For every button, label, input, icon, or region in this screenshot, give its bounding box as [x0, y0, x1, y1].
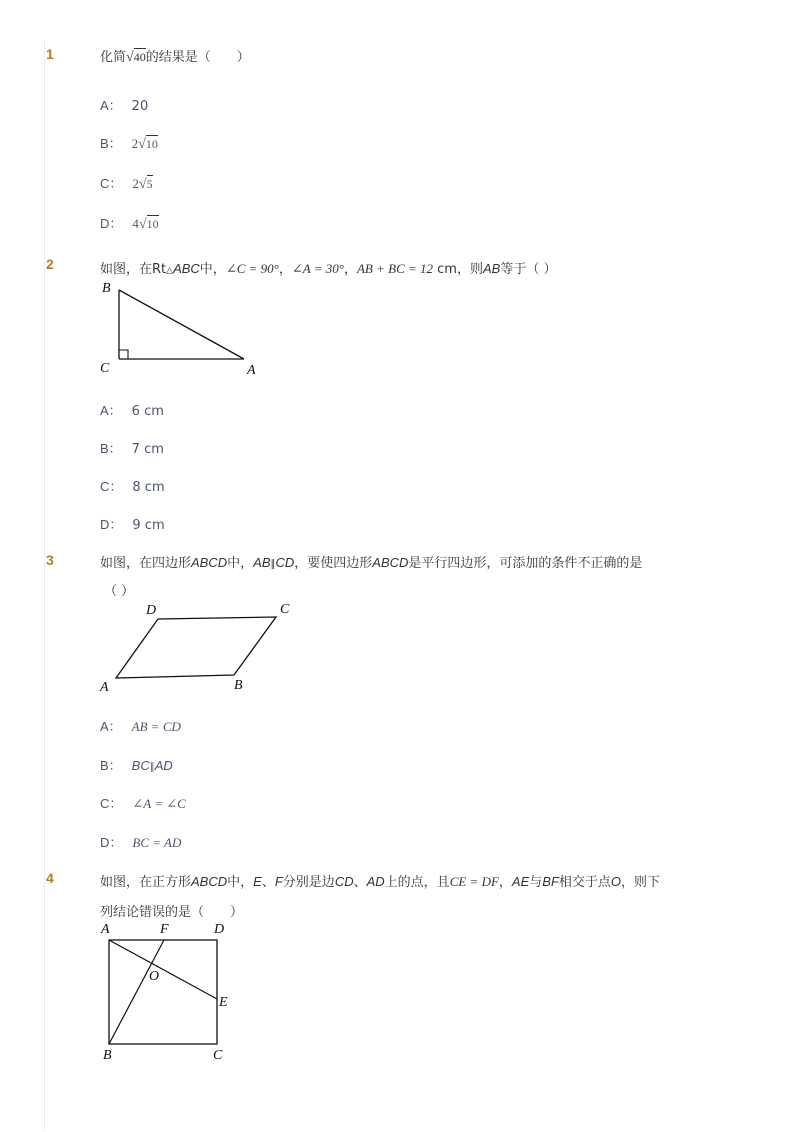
option-value: 2√10 — [131, 136, 158, 152]
option-b[interactable] — [100, 438, 164, 457]
stem-math: E — [253, 874, 262, 889]
option-label: B： — [100, 441, 122, 456]
stem-text: 与 — [529, 875, 543, 890]
stem-math: F — [274, 874, 283, 889]
segment-ae — [109, 940, 217, 999]
radicand: 10 — [146, 217, 159, 231]
option-value: 4√10 — [132, 216, 159, 232]
stem-math: AB + BC = 12 — [356, 261, 434, 276]
option-d[interactable] — [100, 213, 159, 233]
option-value: BC = AD — [132, 835, 182, 850]
stem-text: 如图，在Rt — [100, 262, 167, 277]
option-value: 6 cm — [131, 404, 164, 419]
option-label: C： — [100, 479, 123, 494]
option-label: A： — [100, 98, 122, 113]
option-label: C： — [100, 796, 123, 811]
stem-text: 如图，在正方形 — [100, 875, 192, 890]
left-rail — [44, 40, 45, 1130]
option-d[interactable] — [100, 514, 165, 533]
stem-text: 、 — [353, 875, 367, 890]
vertex-label-c: C — [213, 1048, 223, 1063]
option-label: A： — [100, 403, 122, 418]
question-number: 1 — [46, 46, 54, 62]
option-value: 20 — [131, 99, 149, 114]
stem-text: 中， — [227, 875, 254, 890]
vertex-label-a: A — [100, 680, 109, 695]
option-value: 7 cm — [131, 442, 164, 457]
option-value: 2√5 — [132, 176, 153, 192]
right-angle-mark — [119, 350, 128, 359]
stem-text: 化简 — [100, 50, 127, 65]
stem-text: ， — [343, 262, 357, 277]
question-stem — [100, 258, 556, 277]
point-label-o: O — [149, 969, 160, 984]
vertex-label-b: B — [103, 1048, 112, 1063]
stem-text: 上的点，且 — [384, 875, 450, 890]
stem-math: AD — [366, 874, 385, 889]
option-c[interactable] — [100, 476, 165, 495]
stem-math: ABCD — [372, 555, 409, 570]
vertex-label-b: B — [234, 678, 243, 693]
question-number: 3 — [46, 552, 54, 568]
stem-text: 中， — [227, 556, 254, 571]
stem-text: ， — [278, 262, 292, 277]
option-math: AD — [154, 758, 173, 773]
option-label: D： — [100, 216, 123, 231]
option-label: B： — [100, 136, 122, 151]
option-value: AB = CD — [131, 719, 181, 734]
option-label: B： — [100, 758, 122, 773]
option-b[interactable] — [100, 133, 158, 153]
option-label: A： — [100, 719, 122, 734]
sqrt-expression: √40 — [126, 50, 146, 65]
question-stem — [100, 552, 642, 571]
stem-text: ，要使四边形 — [294, 556, 373, 571]
option-math: BC — [131, 758, 150, 773]
figure-quadrilateral — [96, 598, 306, 696]
stem-math: O — [610, 874, 622, 889]
option-value: 9 cm — [132, 518, 165, 533]
stem-text: 的结果是（ ） — [145, 50, 250, 65]
radicand: 5 — [146, 177, 153, 191]
question-stem — [100, 871, 660, 890]
stem-math: AB — [253, 555, 271, 570]
stem-text: ， — [498, 875, 512, 890]
stem-text: 相交于点 — [558, 875, 611, 890]
figure-right-triangle — [96, 278, 266, 380]
option-d[interactable] — [100, 832, 181, 851]
stem-math: BF — [542, 874, 559, 889]
option-c[interactable] — [100, 173, 153, 193]
vertex-label-c: C — [100, 361, 110, 376]
point-label-f: F — [160, 922, 169, 937]
triangle-symbol: △ — [166, 266, 174, 276]
coefficient: 2 — [132, 176, 139, 191]
vertex-label-d: D — [214, 922, 225, 937]
stem-math: ABCD — [191, 874, 228, 889]
question-number: 2 — [46, 256, 54, 272]
figure-square — [96, 918, 246, 1068]
option-label: C： — [100, 176, 123, 191]
stem-text: 等于（ ） — [500, 262, 557, 277]
radicand: 40 — [133, 50, 146, 64]
point-label-e: E — [219, 995, 228, 1010]
stem-text: 是平行四边形，可添加的条件不正确的是 — [408, 556, 643, 571]
question-number: 4 — [46, 870, 54, 886]
stem-text: ，则下 — [621, 875, 661, 890]
quadrilateral-abcd — [116, 617, 276, 678]
vertex-label-a: A — [101, 922, 110, 937]
segment-ab — [119, 290, 244, 359]
stem-math: CD — [334, 874, 354, 889]
coefficient: 4 — [132, 216, 139, 231]
vertex-label-c: C — [280, 602, 290, 617]
stem-text: 中， — [199, 262, 226, 277]
stem-math: AB — [482, 261, 501, 276]
option-c[interactable] — [100, 793, 186, 812]
option-label: D： — [100, 517, 123, 532]
parallel-symbol: ∥ — [149, 762, 155, 773]
stem-math: AE — [511, 874, 530, 889]
option-a[interactable] — [100, 400, 164, 419]
stem-text: 分别是边 — [282, 875, 335, 890]
stem-math: ∠C = 90° — [225, 261, 279, 276]
option-value — [132, 759, 173, 774]
stem-math: CD — [275, 555, 295, 570]
radicand: 10 — [145, 137, 158, 151]
vertex-label-d: D — [146, 603, 157, 618]
stem-math: ∠A = 30° — [291, 261, 344, 276]
question-stem-line2: 列结论错误的是（ ） — [100, 905, 244, 920]
stem-math: ABC — [173, 261, 200, 276]
question-stem — [100, 46, 250, 66]
stem-text: cm，则 — [433, 262, 483, 277]
option-b[interactable] — [100, 755, 173, 774]
option-value: ∠A = ∠C — [132, 796, 186, 811]
vertex-label-a: A — [247, 363, 256, 378]
coefficient: 2 — [131, 136, 139, 151]
stem-math: CE = DF — [449, 874, 499, 889]
parallel-symbol: ∥ — [270, 559, 276, 570]
stem-text: 如图，在四边形 — [100, 556, 192, 571]
option-value: 8 cm — [132, 480, 165, 495]
square-abcd — [109, 940, 217, 1044]
option-a[interactable] — [100, 95, 148, 114]
option-label: D： — [100, 835, 123, 850]
question-stem-line2: （ ） — [104, 584, 135, 599]
stem-text: 、 — [261, 875, 275, 890]
stem-math: ABCD — [191, 555, 228, 570]
vertex-label-b: B — [102, 281, 111, 296]
option-a[interactable] — [100, 716, 181, 735]
